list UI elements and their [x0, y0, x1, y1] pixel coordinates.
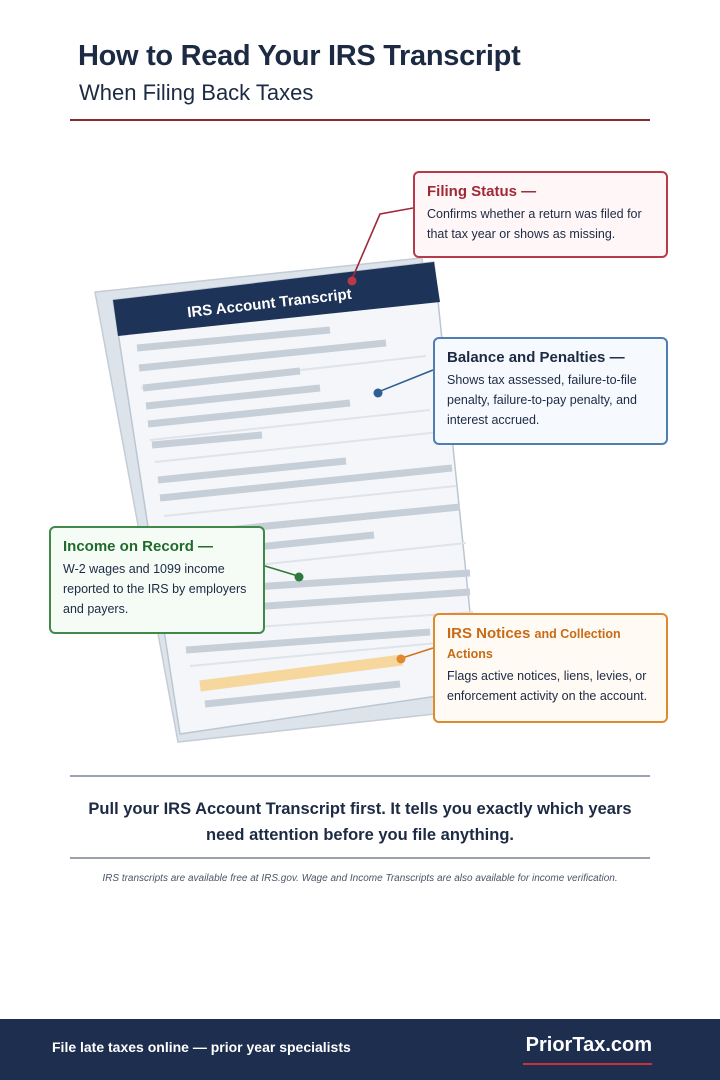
page-subtitle: When Filing Back Taxes: [79, 80, 314, 105]
page-title: How to Read Your IRS Transcript: [78, 40, 521, 72]
irs-notices-title-main: IRS Notices: [447, 625, 531, 642]
document-title: IRS Account Transcript: [186, 285, 353, 322]
irs-notices-title: [447, 624, 654, 664]
irs-notices-body: Flags active notices, liens, levies, or enforcement activity on the account.: [447, 669, 648, 703]
footnote: IRS transcripts are available free at IRS.gov. Wage and Income Transcripts are also available for income verification.: [102, 873, 618, 884]
irs-notices-title-small: and Collection Actions: [447, 627, 621, 661]
brand-underline: [523, 1063, 652, 1065]
income-marker: [295, 573, 304, 582]
callout-income-record: [49, 526, 265, 634]
footer-tagline: File late taxes online — prior year specialists: [52, 1039, 351, 1055]
callout-balance-penalties: [433, 337, 668, 445]
callout-filing-status: [413, 171, 668, 258]
summary-bottom-divider: [70, 857, 650, 859]
income-record-title: Income on Record —: [63, 538, 214, 555]
filing-status-body: Confirms whether a return was filed for that tax year or shows as missing.: [427, 207, 642, 241]
summary-text: Pull your IRS Account Transcript first. It tells you exactly which years need attention before you file anything.: [88, 800, 632, 844]
filing-status-marker: [348, 277, 357, 286]
footer-bar: [0, 1019, 720, 1080]
filing-status-title: Filing Status —: [427, 183, 537, 200]
balance-penalties-body: Shows tax assessed, failure-to-file penalty, failure-to-pay penalty, and interest accrued.: [447, 373, 637, 427]
summary-top-divider: [70, 775, 650, 777]
notices-marker: [397, 655, 406, 664]
income-record-body: W-2 wages and 1099 income reported to the IRS by employers and payers.: [63, 562, 247, 616]
balance-penalties-title: Balance and Penalties —: [447, 349, 625, 366]
callout-irs-notices: [433, 613, 668, 723]
brand-logo[interactable]: PriorTax.com: [525, 1034, 652, 1056]
balance-marker: [374, 389, 383, 398]
